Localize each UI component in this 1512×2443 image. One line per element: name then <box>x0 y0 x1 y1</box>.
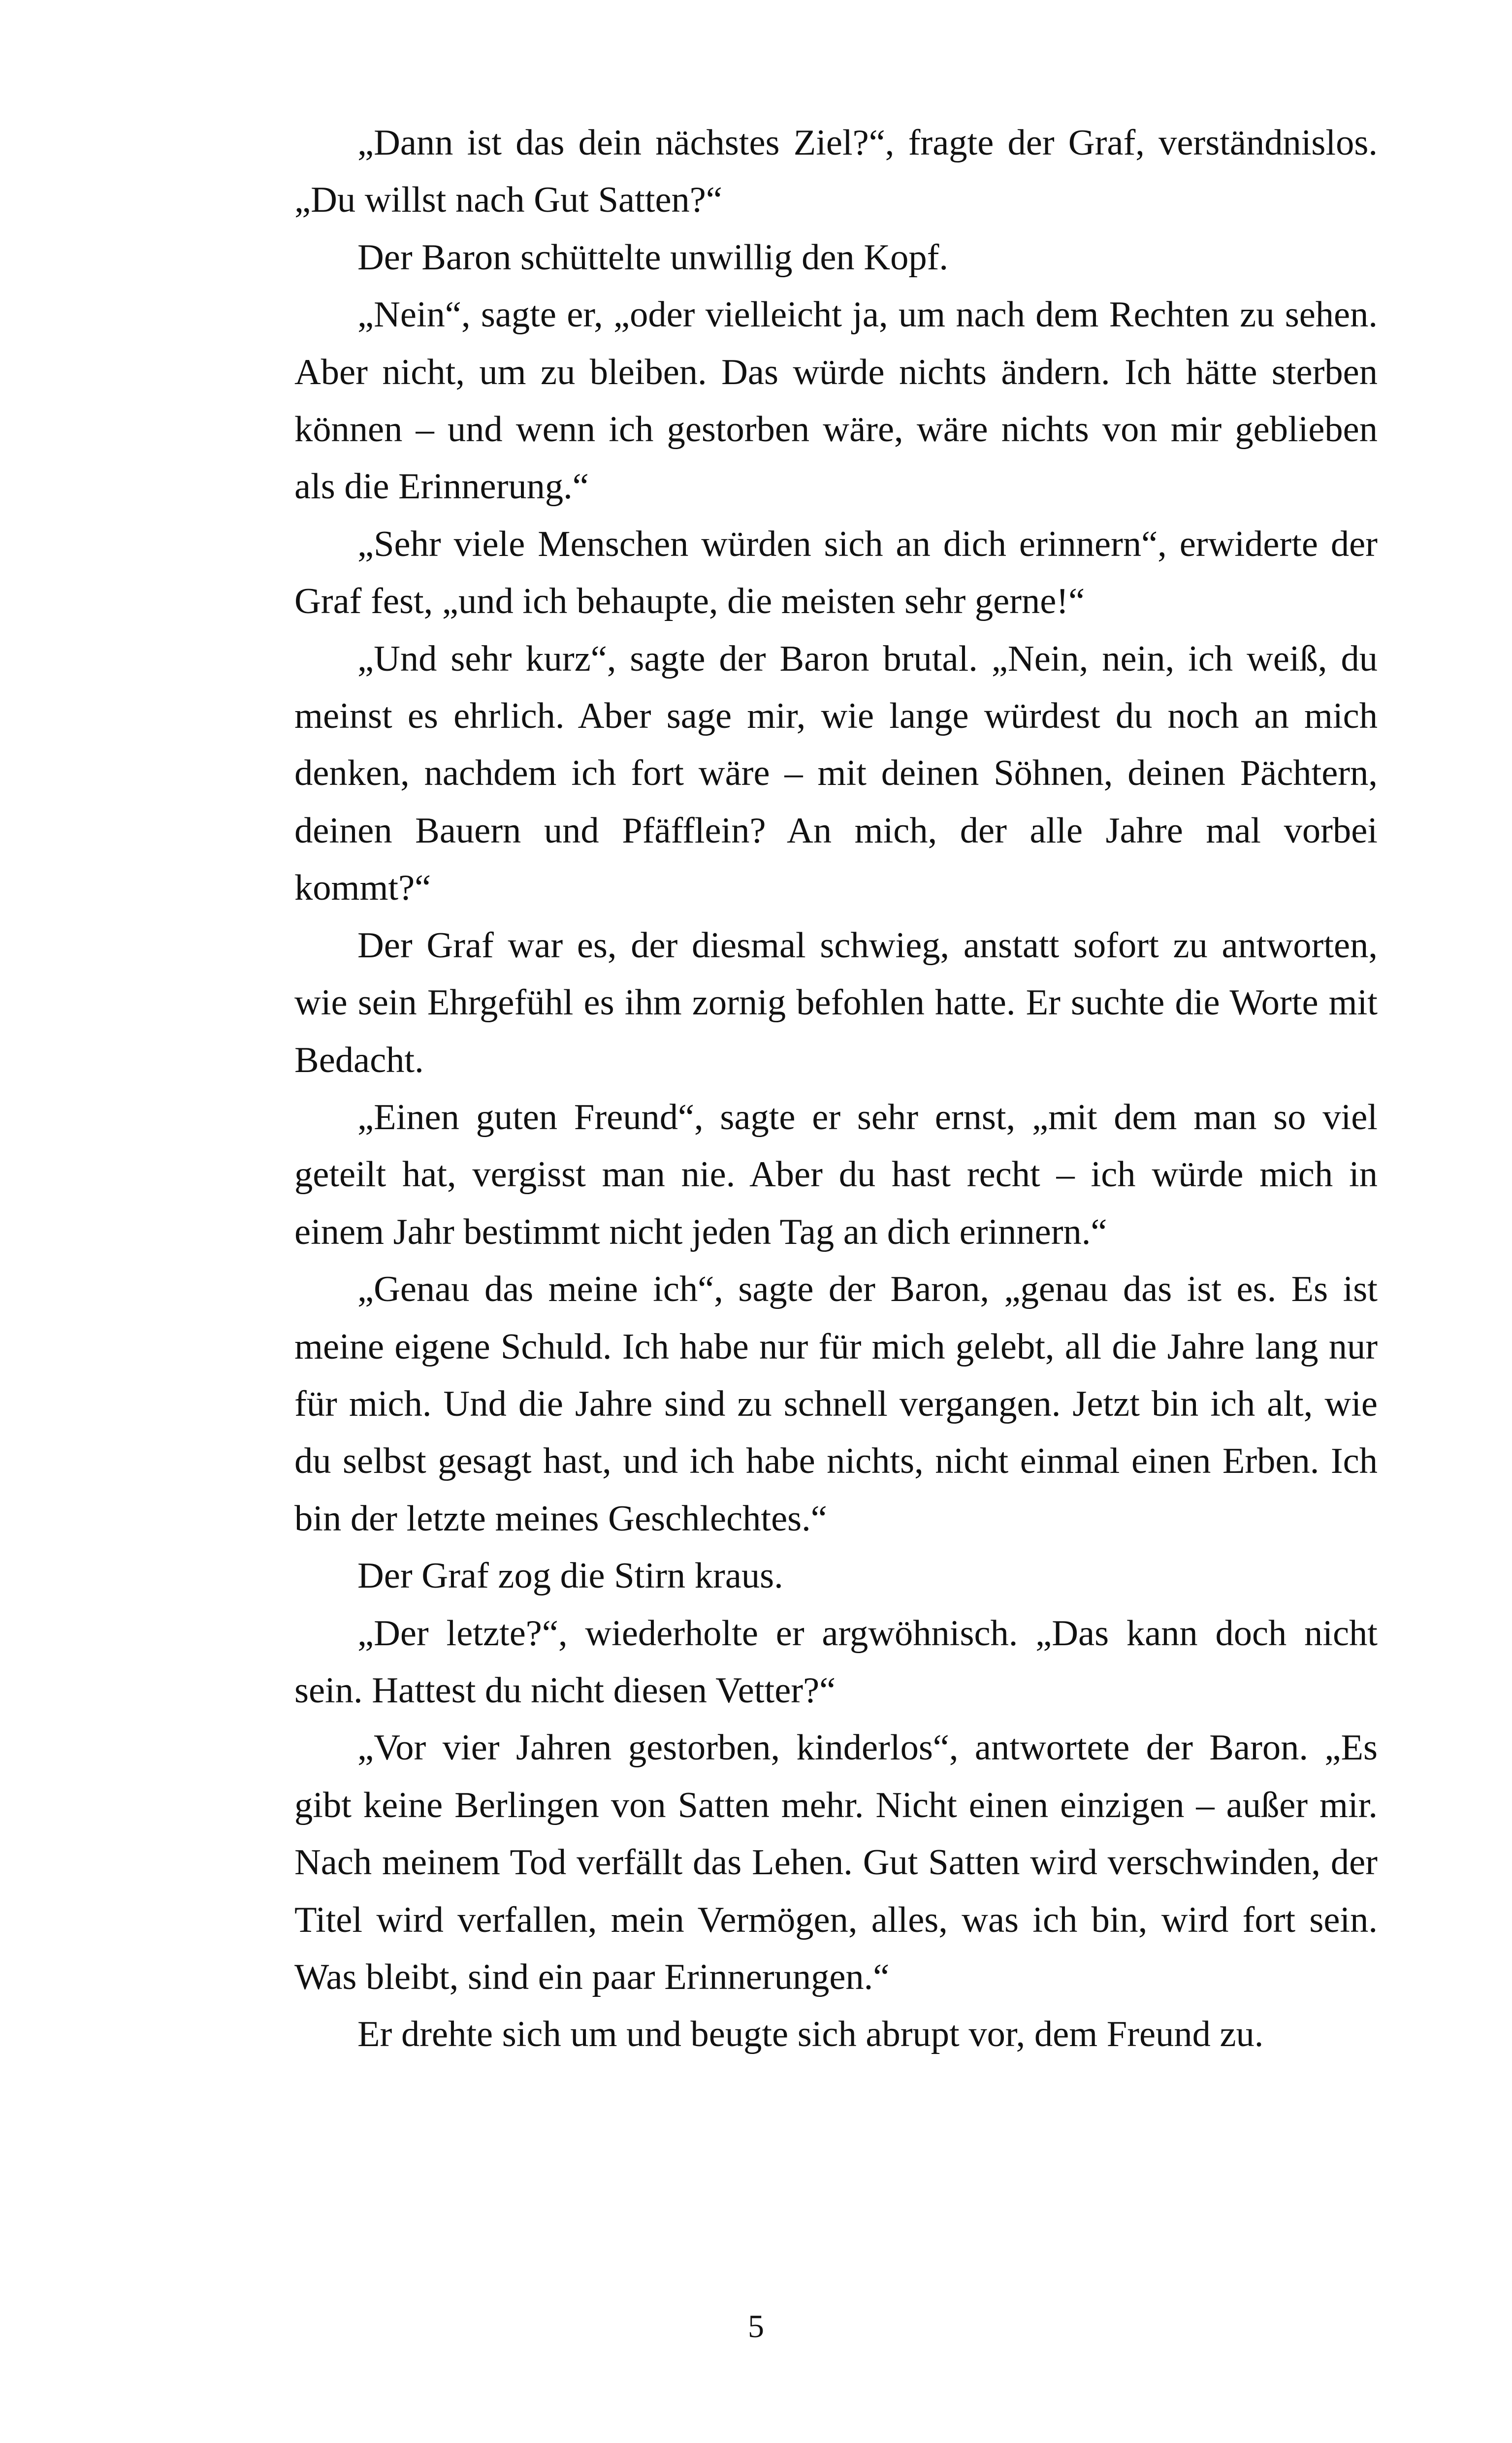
paragraph: „Nein“, sagte er, „oder vielleicht ja, um nach dem Rechten zu sehen. Aber nicht, um zu bleiben. Das würde nichts ändern. Ich hätte sterben können – und wenn ich gestorben wäre, wäre nichts von mir geblieben als die Erinnerung.“ <box>294 294 1378 507</box>
paragraph: Der Graf war es, der diesmal schwieg, anstatt sofort zu antworten, wie sein Ehrgefühl es ihm zornig befohlen hatte. Er suchte die Worte mit Bedacht. <box>294 925 1378 1080</box>
paragraph: Der Baron schüttelte unwillig den Kopf. <box>357 237 949 278</box>
paragraph: „Vor vier Jahren gestorben, kinderlos“, antwortete der Baron. „Es gibt keine Berlingen von Satten mehr. Nicht einen einzigen – außer mir. Nach meinem Tod verfällt das Lehen. Gut Satten wird verschwinden, der Titel wird verfallen, mein Vermögen, alles, was ich bin, wird fort sein. Was bleibt, sind ein paar Erinnerungen.“ <box>294 1727 1378 1997</box>
page-body <box>294 114 1378 2063</box>
paragraph: „Genau das meine ich“, sagte der Baron, „genau das ist es. Es ist meine eigene Schuld. Ich habe nur für mich gelebt, all die Jahre lang nur für mich. Und die Jahre sind zu schnell vergangen. Jetzt bin ich alt, wie du selbst gesagt hast, und ich habe nichts, nicht einmal einen Erben. Ich bin der letzte meines Geschlechtes.“ <box>294 1269 1378 1539</box>
paragraph: „Dann ist das dein nächstes Ziel?“, fragte der Graf, verständnislos. „Du willst nach Gut Satten?“ <box>294 123 1378 221</box>
paragraph: „Sehr viele Menschen würden sich an dich erinnern“, erwiderte der Graf fest, „und ich behaupte, die meisten sehr gerne!“ <box>294 523 1378 622</box>
paragraph: „Und sehr kurz“, sagte der Baron brutal. „Nein, nein, ich weiß, du meinst es ehrlich. Aber sage mir, wie lange würdest du noch an mich denken, nachdem ich fort wäre – mit deinen Söhnen, deinen Pächtern, deinen Bauern und Pfäfflein? An mich, der alle Jahre mal vorbei kommt?“ <box>294 638 1378 909</box>
paragraph: „Einen guten Freund“, sagte er sehr ernst, „mit dem man so viel geteilt hat, vergisst man nie. Aber du hast recht – ich würde mich in einem Jahr bestimmt nicht jeden Tag an dich erinnern.“ <box>294 1097 1378 1252</box>
paragraph: „Der letzte?“, wiederholte er argwöhnisch. „Das kann doch nicht sein. Hattest du nicht diesen Vetter?“ <box>294 1613 1378 1711</box>
page-number: 5 <box>748 2309 764 2345</box>
paragraph: Der Graf zog die Stirn kraus. <box>357 1556 783 1596</box>
paragraph: Er drehte sich um und beugte sich abrupt vor, dem Freund zu. <box>357 2014 1264 2055</box>
